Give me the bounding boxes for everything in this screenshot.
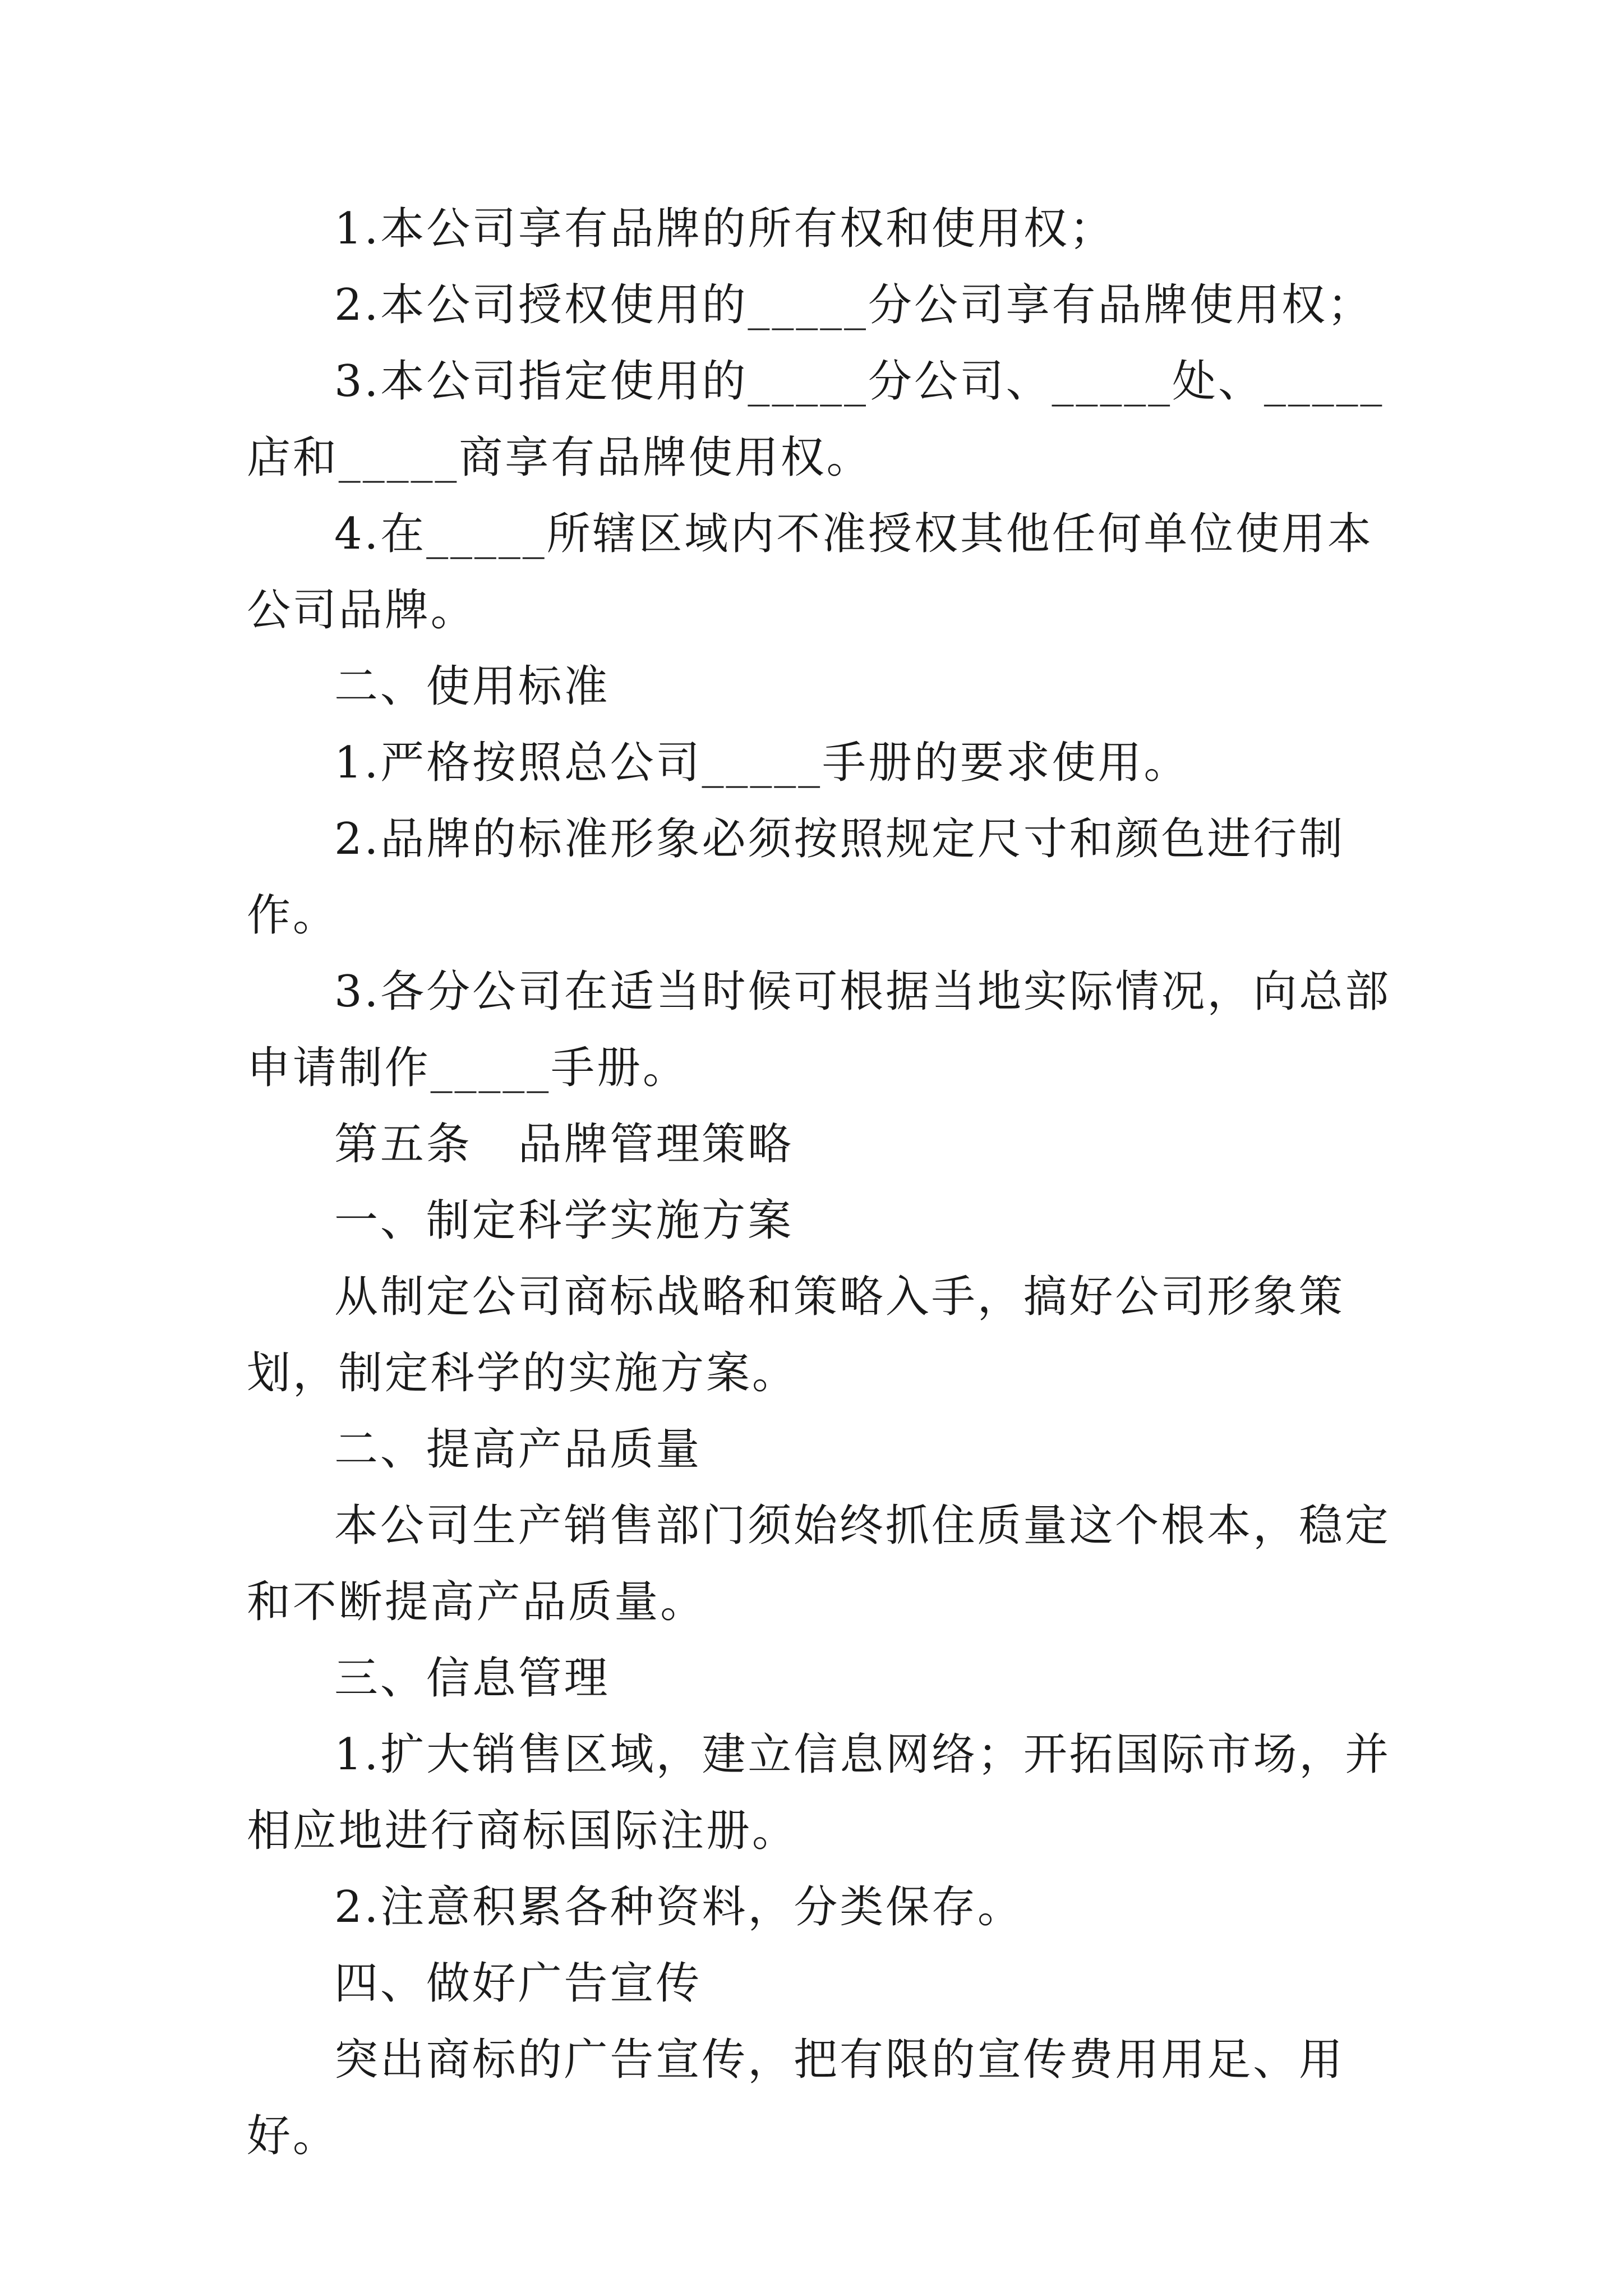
standard-item-3-branch-manual: 3.各分公司在适当时候可根据当地实际情况，向总部申请制作_____手册。 xyxy=(247,967,1391,1093)
clause-item-3-designated-users: 3.本公司指定使用的_____分公司、_____处、_____店和_____商享有品牌使用权。 xyxy=(247,356,1385,483)
implementation-plan-text: 从制定公司商标战略和策略入手，搞好公司形象策划，制定科学的实施方案。 xyxy=(247,1272,1345,1398)
product-quality-text: 本公司生产销售部门须始终抓住质量这个根本，稳定和不断提高产品质量。 xyxy=(247,1501,1391,1627)
clause-item-4-territory-restriction: 4.在_____所辖区域内不准授权其他任何单位使用本公司品牌。 xyxy=(247,509,1373,636)
section-heading-information-management: 三、信息管理 xyxy=(334,1653,610,1704)
standard-item-2-size-color: 2.品牌的标准形象必须按照规定尺寸和颜色进行制作。 xyxy=(247,814,1345,941)
section-heading-implementation-plan: 一、制定科学实施方案 xyxy=(334,1195,794,1246)
section-heading-advertising: 四、做好广告宣传 xyxy=(334,1958,702,2009)
section-heading-usage-standards: 二、使用标准 xyxy=(334,661,610,712)
section-heading-product-quality: 二、提高产品质量 xyxy=(334,1424,702,1475)
standard-item-1-manual: 1.严格按照总公司_____手册的要求使用。 xyxy=(334,738,1190,788)
document-body xyxy=(247,191,1402,2174)
advertising-text: 突出商标的广告宣传，把有限的宣传费用用足、用好。 xyxy=(247,2035,1345,2161)
clause-item-2-authorized-branch: 2.本公司授权使用的_____分公司享有品牌使用权； xyxy=(334,280,1373,330)
article-heading-5: 第五条 品牌管理策略 xyxy=(334,1119,794,1170)
information-item-1-network: 1.扩大销售区域，建立信息网络；开拓国际市场，并相应地进行商标国际注册。 xyxy=(247,1729,1391,1856)
clause-item-1-ownership: 1.本公司享有品牌的所有权和使用权； xyxy=(334,204,1115,254)
information-item-2-archive: 2.注意积累各种资料，分类保存。 xyxy=(334,1882,1023,1932)
